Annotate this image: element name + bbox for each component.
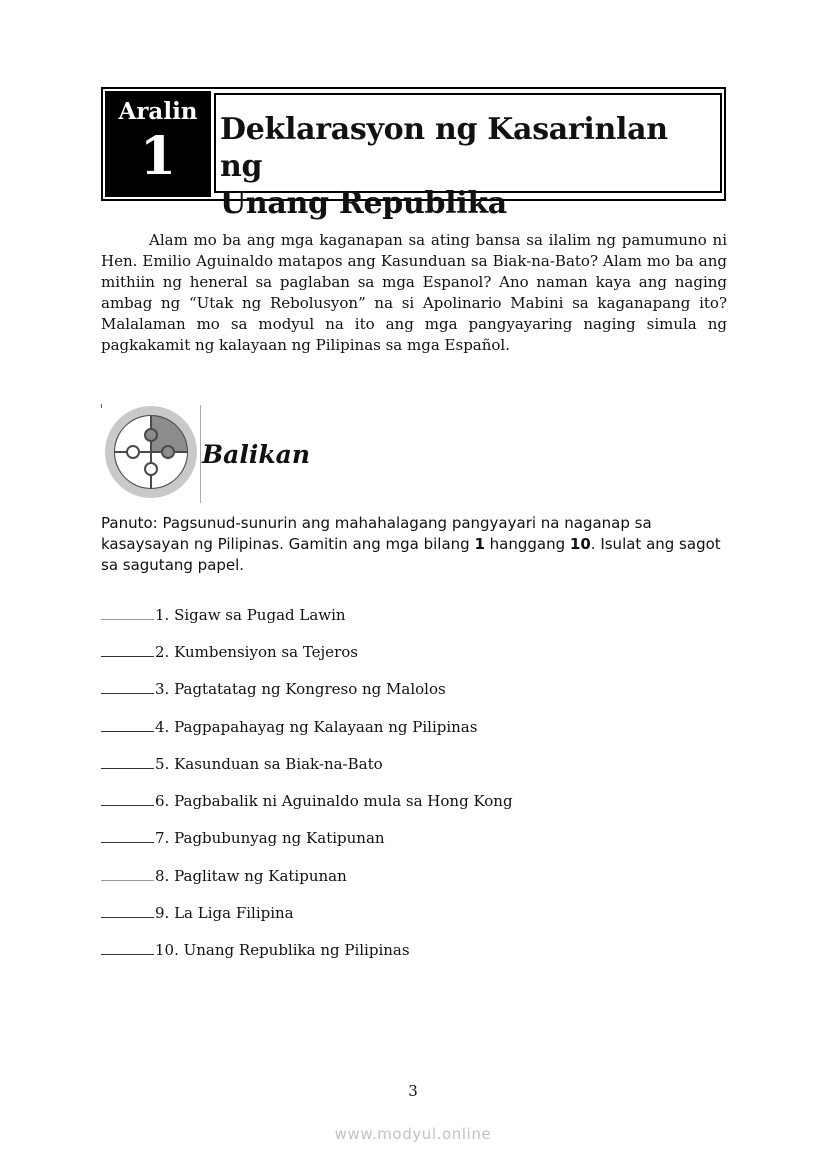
list-item-text: 2. Kumbensiyon sa Tejeros: [155, 643, 358, 661]
list-item-text: 5. Kasunduan sa Biak-na-Bato: [155, 755, 383, 773]
answer-blank[interactable]: [101, 678, 154, 694]
answer-blank[interactable]: [101, 827, 154, 843]
list-item-text: 9. La Liga Filipina: [155, 904, 294, 922]
section-title: Balikan: [202, 440, 311, 469]
list-item: [101, 716, 477, 738]
list-item-text: 3. Pagtatatag ng Kongreso ng Malolos: [155, 680, 446, 698]
list-item-text: 10. Unang Republika ng Pilipinas: [155, 941, 410, 959]
answer-blank[interactable]: [101, 753, 154, 769]
list-item: [101, 902, 294, 924]
list-item-text: 7. Pagbubunyag ng Katipunan: [155, 829, 385, 847]
lesson-header: [101, 87, 726, 221]
answer-blank[interactable]: [101, 716, 154, 732]
lesson-title: [220, 111, 716, 222]
page-number: 3: [408, 1082, 418, 1100]
answer-blank[interactable]: [101, 902, 154, 918]
puzzle-icon: [104, 405, 198, 499]
watermark: www.modyul.online: [334, 1125, 492, 1143]
instructions-text-2: hanggang: [484, 535, 570, 553]
list-item-text: 8. Paglitaw ng Katipunan: [155, 867, 347, 885]
list-item: [101, 604, 346, 626]
answer-blank[interactable]: [101, 604, 154, 620]
list-item-text: 1. Sigaw sa Pugad Lawin: [155, 606, 346, 624]
list-item: [101, 641, 358, 663]
list-item-text: 4. Pagpapahayag ng Kalayaan ng Pilipinas: [155, 718, 478, 736]
instructions-text-3: . Isulat ang sagot sa sagutang papel.: [101, 535, 721, 574]
lesson-number: 1: [139, 126, 177, 187]
list-item: [101, 939, 410, 961]
instructions-bold-end: 10: [569, 535, 591, 553]
instructions-text-1: Panuto: Pagsunud-sunurin ang mahahalagang pangyayari na naganap sa kasaysayan ng Pilipinas. Gamitin ang mga bilang: [101, 514, 652, 553]
section-divider: [200, 405, 201, 503]
instructions: [101, 513, 727, 576]
answer-blank[interactable]: [101, 865, 154, 881]
intro-paragraph: Alam mo ba ang mga kaganapan sa ating bansa sa ilalim ng pamumuno ni Hen. Emilio Aguinaldo matapos ang Kasunduan sa Biak-na-Bato? Alam mo ba ang mithiin ng heneral sa paglaban sa mga Espanol? Ano naman kaya ang naging ambag ng “Utak ng Rebolusyon” na si Apolinario Mabini sa kaganapang ito? Malalaman mo sa modyul na ito ang mga pangyayaring naging simula ng pagkakamit ng kalayaan ng Pilipinas sa mga Español.: [101, 231, 727, 354]
answer-blank[interactable]: [101, 939, 154, 955]
list-item: [101, 865, 347, 887]
section-corner-mark: [101, 404, 102, 408]
lesson-title-box: [214, 93, 722, 221]
answer-blank[interactable]: [101, 641, 154, 657]
lesson-word: Aralin: [118, 98, 198, 125]
answer-blank[interactable]: [101, 790, 154, 806]
list-item-text: 6. Pagbabalik ni Aguinaldo mula sa Hong Kong: [155, 792, 513, 810]
list-item: [101, 678, 446, 700]
lesson-title-line-1: Deklarasyon ng Kasarinlan ng: [220, 112, 668, 184]
instructions-bold-start: 1: [474, 535, 485, 553]
list-item: [101, 753, 383, 775]
list-item: [101, 790, 513, 812]
list-item: [101, 827, 385, 849]
lesson-title-line-2: Unang Republika: [220, 186, 507, 221]
lesson-tag: [105, 91, 211, 197]
